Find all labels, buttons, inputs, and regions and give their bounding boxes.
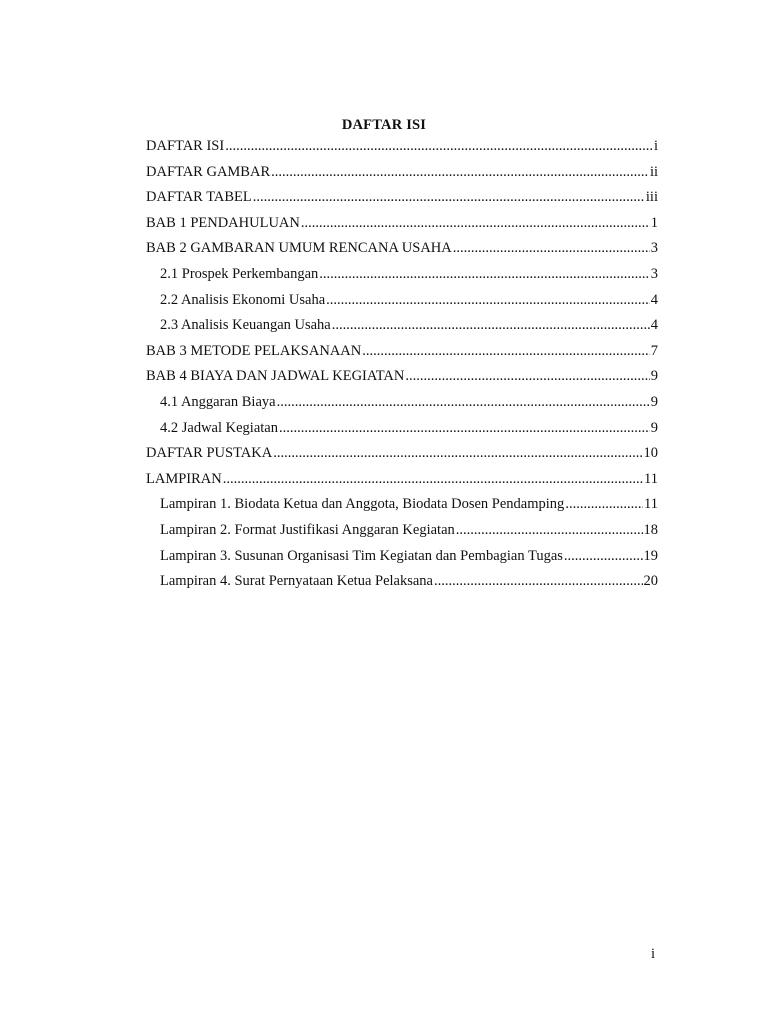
toc-dot-leader [453,236,650,262]
toc-entry-label: DAFTAR TABEL [146,189,252,206]
toc-entry-2-3 [146,313,658,339]
toc-entry-label: DAFTAR ISI [146,138,225,154]
toc-entry-page: 20 [643,573,658,590]
toc-dot-leader [319,262,649,288]
toc-entry-label: 2.3 Analisis Keuangan Usaha [160,317,331,334]
toc-entry-label: BAB 4 BIAYA DAN JADWAL KEGIATAN [146,368,405,385]
toc-entry-page: 9 [650,419,658,436]
toc-dot-leader [332,313,650,339]
toc-dot-leader [362,339,650,365]
toc-title: DAFTAR ISI [341,117,427,133]
toc-dot-leader [564,544,643,570]
toc-entry-label: BAB 1 PENDAHULUAN [146,214,300,231]
toc-dot-leader [225,134,653,160]
toc-entry-page: 11 [644,496,658,513]
toc-entry-lampiran-4 [146,569,658,595]
toc-entry-page: 18 [643,521,658,538]
toc-entry-daftar-isi [146,134,658,160]
toc-dot-leader [279,416,650,442]
toc-entry-daftar-tabel [146,185,658,211]
toc-entry-2-1 [146,262,658,288]
toc-entry-label: LAMPIRAN [146,470,222,487]
toc-entry-4-1 [146,390,658,416]
toc-entry-page: 3 [650,240,658,257]
toc-entry-label: BAB 2 GAMBARAN UMUM RENCANA USAHA [146,240,452,257]
toc-entry-label: DAFTAR PUSTAKA [146,445,273,462]
toc-dot-leader [565,492,643,518]
toc-dot-leader [273,441,642,467]
toc-entry-page: 1 [650,214,658,231]
toc-entry-bab-3 [146,339,658,365]
toc-dot-leader [277,390,650,416]
toc-entry-page: 4 [650,317,658,334]
toc-entry-page: 10 [643,445,658,462]
toc-entry-label: DAFTAR GAMBAR [146,163,271,180]
toc-entry-label: Lampiran 4. Surat Pernyataan Ketua Pelaksana [160,573,433,590]
toc-entry-2-2 [146,288,658,314]
page-number: i [651,946,656,962]
toc-entry-page: 7 [650,342,658,359]
toc-entry-page: 11 [644,470,658,487]
toc-entry-label: Lampiran 1. Biodata Ketua dan Anggota, Biodata Dosen Pendamping [160,496,565,513]
toc-list [146,134,658,595]
toc-dot-leader [405,364,649,390]
toc-entry-label: Lampiran 2. Format Justifikasi Anggaran Kegiatan [160,521,455,538]
toc-entry-page: i [653,138,658,154]
toc-dot-leader [434,569,643,595]
toc-entry-page: 3 [650,265,658,282]
toc-entry-daftar-pustaka [146,441,658,467]
toc-entry-page: 4 [650,291,658,308]
toc-entry-page: 9 [650,368,658,385]
toc-entry-bab-2 [146,236,658,262]
toc-entry-lampiran-1 [146,492,658,518]
toc-dot-leader [271,160,649,186]
toc-entry-label: 2.1 Prospek Perkembangan [160,265,319,282]
toc-entry-bab-1 [146,211,658,237]
toc-entry-label: 4.2 Jadwal Kegiatan [160,419,278,436]
toc-entry-page: iii [645,189,658,206]
toc-dot-leader [253,185,645,211]
toc-entry-page: 19 [643,547,658,564]
toc-entry-page: 9 [650,393,658,410]
toc-dot-leader [456,518,643,544]
toc-entry-lampiran-2 [146,518,658,544]
toc-dot-leader [301,211,650,237]
toc-entry-label: 4.1 Anggaran Biaya [160,393,276,410]
toc-entry-4-2 [146,416,658,442]
toc-dot-leader [326,288,650,314]
toc-entry-daftar-gambar [146,160,658,186]
toc-entry-label: Lampiran 3. Susunan Organisasi Tim Kegiatan dan Pembagian Tugas [160,547,563,564]
toc-entry-label: BAB 3 METODE PELAKSANAAN [146,342,362,359]
toc-entry-lampiran-3 [146,544,658,570]
toc-entry-label: 2.2 Analisis Ekonomi Usaha [160,291,326,308]
toc-entry-bab-4 [146,364,658,390]
toc-entry-page: ii [649,163,658,180]
toc-entry-lampiran [146,467,658,493]
toc-dot-leader [223,467,643,493]
